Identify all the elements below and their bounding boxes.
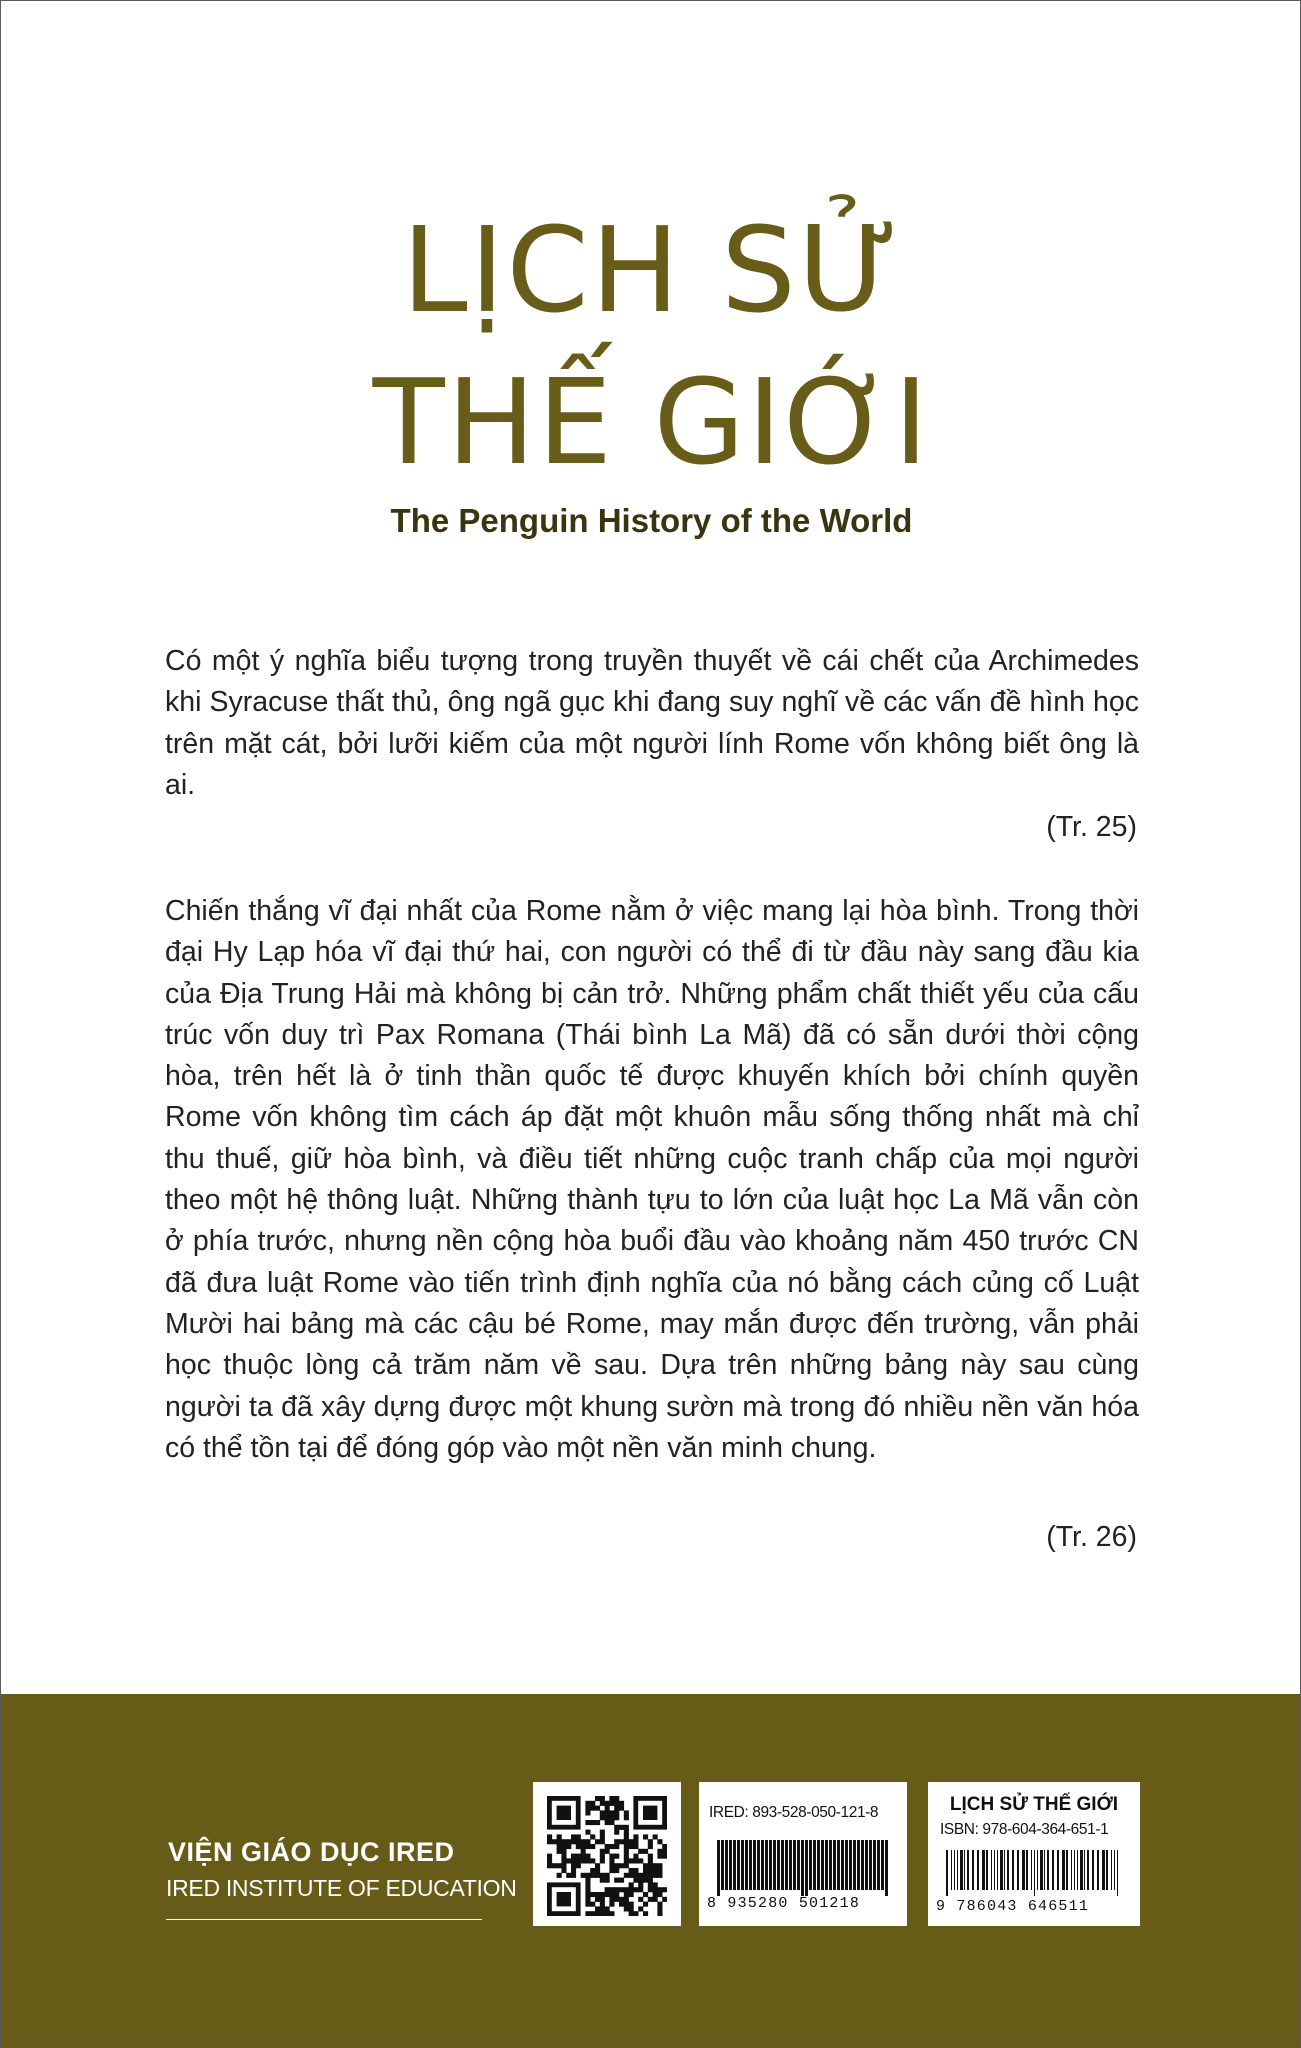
qr-code-icon	[547, 1796, 667, 1916]
isbn-barcode-box	[928, 1782, 1140, 1926]
isbn-barcode-digits: 9 786043 646511	[936, 1898, 1090, 1915]
quote-archimedes: Có một ý nghĩa biểu tượng trong truyền thuyết về cái chết của Archimedes khi Syracuse thất thủ, ông ngã gục khi đang suy nghĩ về các vấn đề hình học trên mặt cát, bởi lưỡi kiếm của một người lính Rome vốn không biết ông là ai.	[165, 645, 1139, 801]
book-title-line1: LỊCH SỬ	[401, 201, 902, 339]
book-title-line2: THẾ GIỚI	[372, 353, 931, 491]
ired-code-label: IRED: 893-528-050-121-8	[709, 1804, 879, 1821]
quote-rome-peace: Chiến thắng vĩ đại nhất của Rome nằm ở việc mang lại hòa bình. Trong thời đại Hy Lạp hóa vĩ đại thứ hai, con người có thể đi từ đầu này sang đầu kia của Địa Trung Hải mà không bị cản trở. Những phẩm chất thiết yếu của cấu trúc vốn duy trì Pax Romana (Thái bình La Mã) đã có sẵn dưới thời cộng hòa, trên hết là ở tinh thần quốc tế được khuyến khích bởi chính quyền Rome vốn không tìm cách áp đặt một khuôn mẫu sống thống nhất mà chỉ thu thuế, giữ hòa bình, và điều tiết những cuộc tranh chấp của mọi người theo một hệ thông luật. Những thành tựu to lớn của luật học La Mã vẫn còn ở phía trước, nhưng nền cộng hòa buổi đầu vào khoảng năm 450 trước CN đã đưa luật Rome vào tiến trình định nghĩa của nó bằng cách củng cố Luật Mười hai bảng mà các cậu bé Rome, may mắn được đến trường, vẫn phải học thuộc lòng cả trăm năm về sau. Dựa trên những bảng này sau cùng người ta đã xây dựng được một khung sườn mà trong đó nhiều nền văn hóa có thể tồn tại để đóng góp vào một nền văn minh chung.	[165, 895, 1139, 1464]
ired-barcode-digits: 8 935280 501218	[707, 1895, 861, 1912]
barcode-icon	[946, 1850, 1122, 1896]
publisher-name-english: IRED INSTITUTE OF EDUCATION	[166, 1875, 517, 1901]
isbn-book-title: LỊCH SỬ THẾ GIỚI	[949, 1794, 1119, 1815]
ired-barcode-box	[699, 1782, 907, 1926]
publisher-divider	[166, 1919, 482, 1920]
qr-code-box	[533, 1782, 681, 1926]
publisher-name: VIỆN GIÁO DỤC IRED	[168, 1837, 455, 1867]
isbn-code-label: ISBN: 978-604-364-651-1	[940, 1821, 1109, 1838]
barcode-icon	[717, 1840, 889, 1896]
book-subtitle: The Penguin History of the World	[390, 502, 913, 539]
quote-reference: (Tr. 26)	[1046, 1521, 1137, 1553]
quote-reference: (Tr. 25)	[1046, 811, 1137, 843]
